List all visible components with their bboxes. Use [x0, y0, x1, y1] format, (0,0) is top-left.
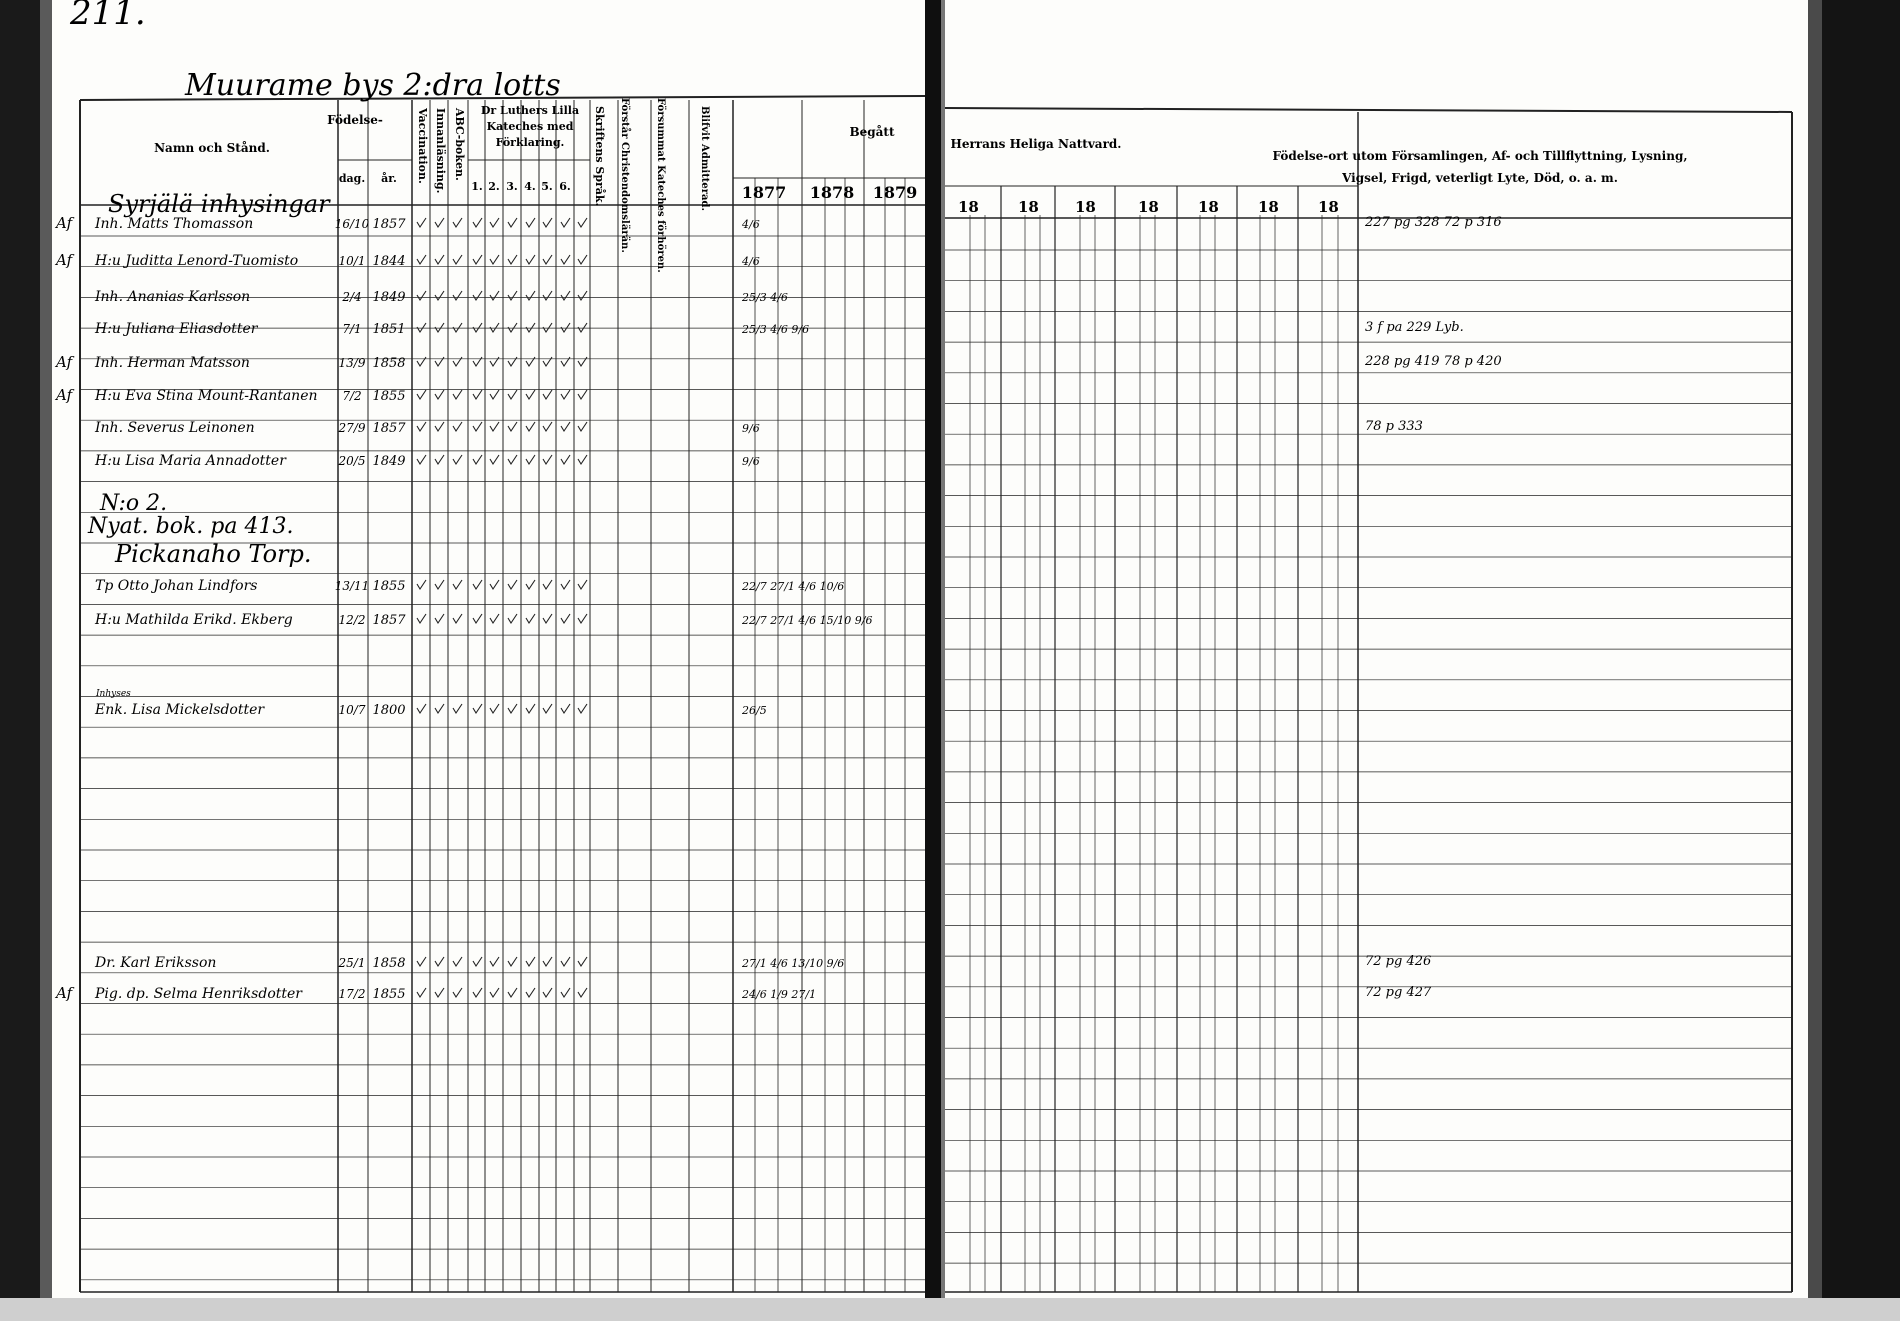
- person-name: Inh. Herman Matsson: [95, 355, 250, 371]
- remark-note: 227 pg 328 72 p 316: [1365, 215, 1502, 230]
- communion-year-header: 18: [1198, 198, 1219, 216]
- birth-day: 7/1: [342, 322, 362, 336]
- birth-day: 13/11: [334, 579, 370, 593]
- catechism-part-number: 4.: [524, 180, 536, 193]
- name-prefix: Inhyses: [96, 689, 131, 699]
- remark-note: 72 pg 427: [1365, 985, 1432, 1000]
- margin-note: Af: [56, 386, 73, 404]
- communion-year-header: 18: [1075, 198, 1096, 216]
- birth-day: 10/1: [338, 254, 366, 268]
- birth-year: 1858: [372, 356, 406, 371]
- remark-note: 3 f pa 229 Lyb.: [1365, 320, 1464, 335]
- birth-year: 1857: [372, 421, 406, 436]
- birth-day: 12/2: [338, 613, 366, 627]
- communion-dates: 4/6: [742, 218, 760, 231]
- person-name: H:u Eva Stina Mount-Rantanen: [95, 388, 318, 404]
- margin-note: Af: [56, 353, 73, 371]
- catechism-part-number: 3.: [506, 180, 518, 193]
- communion-year-header: 18: [1138, 198, 1159, 216]
- birth-day: 20/5: [338, 454, 366, 468]
- header-year-1877: 1877: [741, 183, 787, 202]
- person-name: Tp Otto Johan Lindfors: [95, 578, 258, 594]
- header-remarks-line1: Födelse-ort utom Församlingen, Af- och Tillflyttning, Lysning,: [1272, 149, 1688, 163]
- header-forsummat-kateches: Försummat Kateches förhören.: [655, 98, 666, 273]
- header-day: dag.: [338, 172, 366, 185]
- header-begatt: Begått: [849, 125, 895, 139]
- person-name: H:u Juliana Eliasdotter: [95, 321, 258, 337]
- margin-note: Af: [56, 984, 73, 1002]
- communion-year-header: 18: [1018, 198, 1039, 216]
- birth-day: 10/7: [338, 703, 366, 717]
- margin-note: Af: [56, 251, 73, 269]
- header-year-1878: 1878: [809, 183, 855, 202]
- section-heading: Nyat. bok. pa 413.: [88, 514, 294, 539]
- section-heading: N:o 2.: [100, 491, 168, 516]
- section-heading: Syrjälä inhysingar: [108, 190, 330, 218]
- person-name: H:u Mathilda Erikd. Ekberg: [95, 612, 293, 628]
- remark-note: 72 pg 426: [1365, 954, 1432, 969]
- header-catechism-line3: Förklaring.: [495, 136, 565, 149]
- communion-year-header: 18: [958, 198, 979, 216]
- birth-year: 1855: [372, 389, 406, 404]
- remark-note: 228 pg 419 78 p 420: [1365, 354, 1502, 369]
- birth-day: 27/9: [338, 421, 366, 435]
- person-name: H:u Lisa Maria Annadotter: [95, 453, 286, 469]
- remark-note: 78 p 333: [1365, 419, 1423, 434]
- communion-dates: 9/6: [742, 422, 760, 435]
- communion-year-header: 18: [1318, 198, 1339, 216]
- birth-day: 16/10: [334, 217, 370, 231]
- birth-year: 1851: [372, 322, 406, 337]
- person-name: Inh. Ananias Karlsson: [95, 289, 251, 305]
- header-abc-book: ABC-boken.: [453, 108, 466, 181]
- margin-note: Af: [56, 214, 73, 232]
- communion-dates: 22/7 27/1 4/6 10/6: [742, 580, 845, 593]
- catechism-part-number: 1.: [471, 180, 483, 193]
- header-vaccination: Vaccination.: [416, 108, 429, 184]
- catechism-part-number: 2.: [488, 180, 500, 193]
- header-innanlasning: Innanläsning.: [434, 108, 447, 194]
- person-name: H:u Juditta Lenord-Tuomisto: [95, 253, 299, 269]
- book-gutter: [925, 0, 941, 1321]
- communion-dates: 26/5: [742, 704, 767, 717]
- village-heading: Muurame bys 2:dra lotts: [185, 68, 561, 103]
- catechism-part-number: 5.: [541, 180, 553, 193]
- communion-dates: 22/7 27/1 4/6 15/10 9/6: [742, 614, 873, 627]
- right-scan-edge: [1820, 0, 1900, 1321]
- header-birth: Födelse-: [327, 113, 383, 127]
- birth-day: 7/2: [342, 389, 362, 403]
- communion-dates: 24/6 1/9 27/1: [742, 988, 817, 1001]
- communion-dates: 9/6: [742, 455, 760, 468]
- header-skriftens-sprak: Skriftens Språk.: [593, 106, 606, 207]
- birth-year: 1849: [372, 290, 406, 305]
- birth-year: 1858: [372, 956, 406, 971]
- birth-day: 13/9: [338, 356, 366, 370]
- birth-year: 1844: [372, 254, 406, 269]
- left-scan-edge: [0, 0, 40, 1321]
- birth-year: 1857: [372, 217, 406, 232]
- catechism-part-number: 6.: [559, 180, 571, 193]
- birth-year: 1855: [372, 987, 406, 1002]
- person-name: Dr. Karl Eriksson: [95, 955, 217, 971]
- header-name-and-status: Namn och Stånd.: [154, 141, 270, 155]
- birth-year: 1857: [372, 613, 406, 628]
- header-catechism-line1: Dr Luthers Lilla: [480, 104, 580, 117]
- communion-dates: 27/1 4/6 13/10 9/6: [742, 957, 845, 970]
- header-year: år.: [381, 172, 397, 185]
- header-year-1879: 1879: [872, 183, 918, 202]
- person-name: Enk. Lisa Mickelsdotter: [95, 702, 265, 718]
- header-forstar-christendom: Förstår Christendomslärän.: [619, 98, 630, 253]
- birth-year: 1849: [372, 454, 406, 469]
- birth-day: 17/2: [338, 987, 366, 1001]
- section-heading: Pickanaho Torp.: [115, 540, 312, 568]
- person-name: Inh. Severus Leinonen: [95, 420, 255, 436]
- communion-dates: 25/3 4/6: [742, 291, 788, 304]
- communion-dates: 25/3 4/6 9/6: [742, 323, 810, 336]
- birth-day: 2/4: [342, 290, 362, 304]
- person-name: Inh. Matts Thomasson: [95, 216, 254, 232]
- header-blifvit-admitterad: Blifvit Admitterad.: [699, 106, 710, 212]
- header-catechism-line2: Kateches med: [486, 120, 574, 133]
- communion-dates: 4/6: [742, 255, 760, 268]
- birth-year: 1800: [372, 703, 406, 718]
- communion-year-header: 18: [1258, 198, 1279, 216]
- birth-day: 25/1: [338, 956, 366, 970]
- person-name: Pig. dp. Selma Henriksdotter: [95, 986, 302, 1002]
- page-number: 211.: [70, 0, 146, 33]
- header-remarks-line2: Vigsel, Frigd, veterligt Lyte, Död, o. a. m.: [1342, 171, 1618, 185]
- header-communion: Herrans Heliga Nattvard.: [950, 137, 1122, 151]
- birth-year: 1855: [372, 579, 406, 594]
